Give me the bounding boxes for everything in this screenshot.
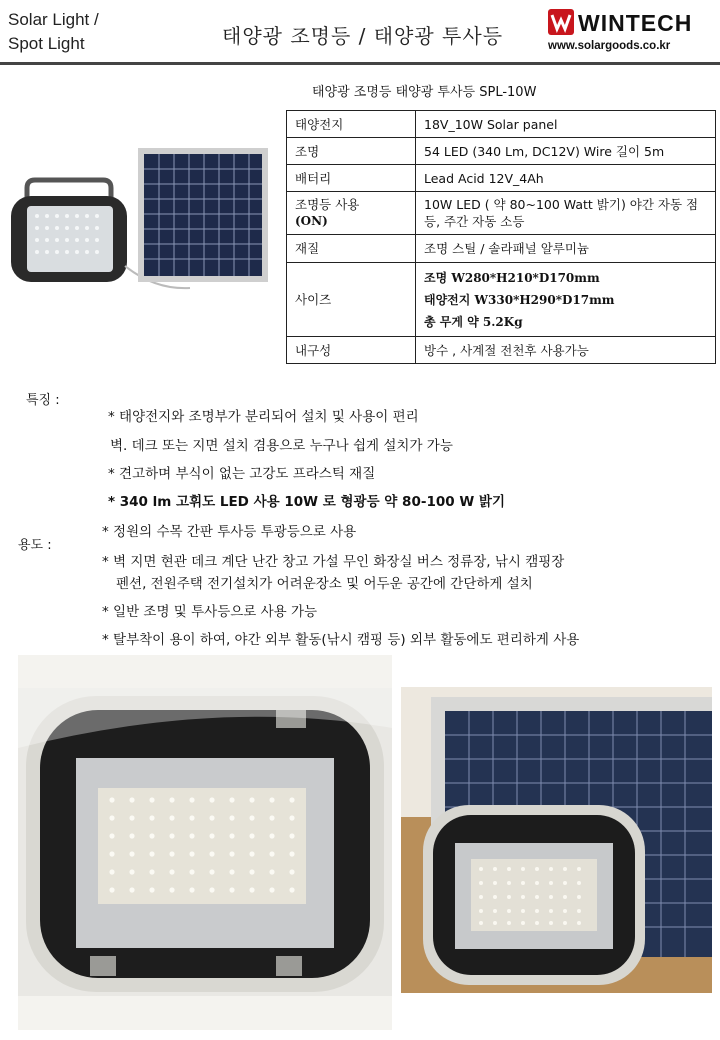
spec-key: 조명등 사용 [295, 197, 360, 212]
usage-line: * 정원의 수목 간판 투사등 투광등으로 사용 [102, 524, 357, 540]
spec-key: 배터리 [287, 165, 416, 192]
spec-key-sub: (ON) [295, 214, 328, 228]
spec-value: 방수 , 사계절 전천후 사용가능 [416, 337, 716, 364]
site-url: www.solargoods.co.kr [548, 40, 671, 52]
header-divider [0, 62, 720, 65]
spec-value: 54 LED (340 Lm, DC12V) Wire 길이 5m [416, 138, 716, 165]
feature-line: 벽. 데크 또는 지면 설치 겸용으로 누구나 쉽게 설치가 가능 [110, 438, 453, 454]
spec-key: 조명 [287, 138, 416, 165]
features-label: 특징 : [26, 393, 60, 408]
spec-key: 사이즈 [287, 263, 416, 337]
usage-line: * 일반 조명 및 투사등으로 사용 가능 [102, 604, 318, 620]
spec-row-light [287, 138, 716, 165]
spec-key: 태양전지 [287, 111, 416, 138]
product-image [5, 140, 280, 308]
spec-row-material [287, 235, 716, 263]
lamp-front-photo [18, 688, 392, 996]
category-line-1: Solar Light / [8, 10, 99, 29]
logo-mark-icon [548, 9, 574, 35]
spec-row-durability [287, 337, 716, 364]
spec-value: 조명 W280*H210*D170mm [424, 270, 600, 285]
spec-value: 조명 스틸 / 솔라패널 알루미늄 [416, 235, 716, 263]
spec-row-battery [287, 165, 716, 192]
spec-value: 태양전지 W330*H290*D17mm [424, 292, 615, 307]
spec-key-group [287, 192, 416, 235]
spec-table [286, 110, 716, 364]
usage-line: * 벽 지면 현관 데크 계단 난간 창고 가설 무인 화장실 버스 정류장, 낚시 캠핑장 [102, 554, 565, 570]
feature-line: * 견고하며 부식이 없는 고강도 프라스틱 재질 [108, 466, 376, 482]
spec-key: 재질 [287, 235, 416, 263]
usage-line: * 탈부착이 용이 하여, 야간 외부 활동(낚시 캠핑 등) 외부 활동에도 편리하게 사용 [102, 632, 580, 648]
feature-line: * 태양전지와 조명부가 분리되어 설치 및 사용이 편리 [108, 409, 419, 425]
header-category [8, 8, 99, 56]
spec-row-usage [287, 192, 716, 235]
feature-line: * 340 lm 고휘도 LED 사용 10W 로 형광등 약 80-100 W 밝기 [108, 494, 505, 510]
product-title: 태양광 조명등 태양광 투사등 SPL-10W [312, 85, 537, 100]
spec-value: 총 무게 약 5.2Kg [424, 314, 523, 329]
page-title: 태양광 조명등 / 태양광 투사등 [222, 24, 504, 48]
spec-value: 18V_10W Solar panel [416, 111, 716, 138]
brand-logo [548, 8, 712, 38]
spec-value-group [416, 263, 716, 337]
spec-row-size [287, 263, 716, 337]
usage-label: 용도 : [18, 538, 52, 553]
logo-text: WINTECH [578, 10, 693, 36]
category-line-2: Spot Light [8, 34, 85, 53]
lamp-panel-photo [401, 687, 712, 993]
usage-line: 펜션, 전원주택 전기설치가 어려운장소 및 어두운 공간에 간단하게 설치 [116, 576, 533, 592]
spec-row-solar [287, 111, 716, 138]
spec-key: 내구성 [287, 337, 416, 364]
spec-value: 10W LED ( 약 80~100 Watt 밝기) 야간 자동 점등, 주간 자동 소등 [416, 192, 716, 235]
spec-value: Lead Acid 12V_4Ah [416, 165, 716, 192]
